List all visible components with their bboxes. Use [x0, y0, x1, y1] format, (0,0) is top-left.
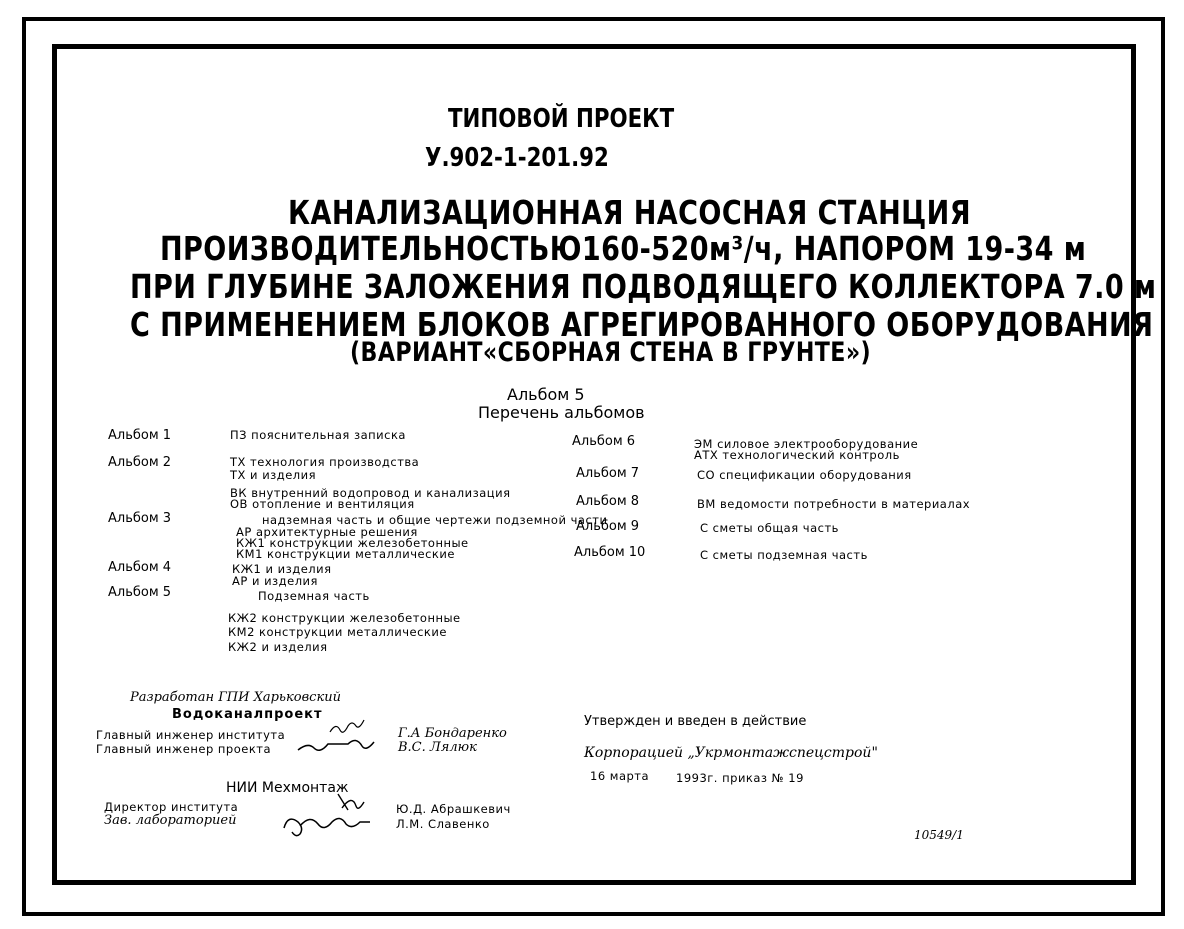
album-8-label: Альбом 8 — [576, 494, 640, 509]
nii-lab-head-name: Л.М. Славенко — [396, 817, 490, 831]
title-line-4: С ПРИМЕНЕНИЕМ БЛОКОВ АГРЕГИРОВАННОГО ОБОРУДОВАНИЯ — [130, 305, 1154, 344]
nii-lab-head-role: Зав. лабораторией — [104, 813, 237, 828]
developer-org: Разработан ГПИ Харьковский — [130, 690, 341, 705]
chief-engineer-institute-name: Г.А Бондаренко — [398, 726, 507, 741]
album-2-line: ТХ и изделия — [230, 468, 317, 482]
nii-title: НИИ Мехмонтаж — [226, 780, 349, 796]
title-line-1: КАНАЛИЗАЦИОННАЯ НАСОСНАЯ СТАНЦИЯ — [288, 193, 971, 232]
signature-nii — [276, 788, 386, 840]
approval-line: Утвержден и введен в действие — [584, 714, 807, 729]
album-6-label: Альбом 6 — [572, 434, 636, 449]
album-7-line: СО спецификации оборудования — [697, 468, 912, 482]
album-5-line: КМ2 конструкции металлические — [228, 625, 447, 639]
album-3-line: АР архитектурные решения — [236, 525, 418, 539]
album-list-title: Перечень альбомов — [478, 403, 645, 422]
album-7-label: Альбом 7 — [576, 466, 640, 481]
album-8-line: ВМ ведомости потребности в материалах — [697, 497, 971, 511]
album-5-label: Альбом 5 — [108, 585, 172, 600]
title-line-5: (ВАРИАНТ«СБОРНАЯ СТЕНА В ГРУНТЕ») — [350, 337, 872, 368]
album-number: Альбом 5 — [507, 385, 585, 404]
album-10-line: С сметы подземная часть — [700, 548, 868, 562]
album-1-label: Альбом 1 — [108, 428, 172, 443]
chief-engineer-project-role: Главный инженер проекта — [96, 742, 272, 756]
nii-director-role: Директор института — [104, 800, 239, 814]
album-2-line: ВК внутренний водопровод и канализация — [230, 486, 511, 500]
album-5-line: КЖ2 конструкции железобетонные — [228, 611, 461, 625]
approval-corporation: Корпорацией „Укрмонтажспецстрой" — [584, 745, 878, 761]
sheet-number: 10549/1 — [914, 828, 964, 842]
album-6-line: АТХ технологический контроль — [694, 448, 900, 462]
album-6-line: ЭМ силовое электрооборудование — [694, 437, 919, 451]
project-type: ТИПОВОЙ ПРОЕКТ — [448, 104, 675, 134]
album-3-line: надземная часть и общие чертежи подземной части — [262, 513, 608, 527]
signature-chief-engineers — [290, 712, 380, 758]
nii-director-name: Ю.Д. Абрашкевич — [396, 802, 511, 816]
album-3-label: Альбом 3 — [108, 511, 172, 526]
album-4-line: КЖ1 и изделия — [232, 562, 332, 576]
album-4-label: Альбом 4 — [108, 560, 172, 575]
chief-engineer-project-name: В.С. Лялюк — [398, 740, 477, 755]
album-3-line: КЖ1 конструкции железобетонные — [236, 536, 469, 550]
album-9-label: Альбом 9 — [576, 519, 640, 534]
project-number: У.902-1-201.92 — [425, 143, 609, 173]
title-line-2: ПРОИЗВОДИТЕЛЬНОСТЬЮ160-520м³/ч, НАПОРОМ 19-34 м — [160, 229, 1087, 268]
approval-order: 1993г. приказ № 19 — [676, 771, 804, 785]
album-2-line: ТХ технология производства — [230, 455, 420, 469]
approval-date: 16 марта — [590, 769, 650, 783]
title-line-3: ПРИ ГЛУБИНЕ ЗАЛОЖЕНИЯ ПОДВОДЯЩЕГО КОЛЛЕКТОРА 7.0 м — [130, 267, 1157, 306]
album-2-line: ОВ отопление и вентиляция — [230, 497, 415, 511]
album-5-line: КЖ2 и изделия — [228, 640, 328, 654]
album-4-line: АР и изделия — [232, 574, 318, 588]
album-2-label: Альбом 2 — [108, 455, 172, 470]
album-5-line: Подземная часть — [258, 589, 370, 603]
album-9-line: С сметы общая часть — [700, 521, 839, 535]
album-3-line: КМ1 конструкции металлические — [236, 547, 455, 561]
chief-engineer-institute-role: Главный инженер института — [96, 728, 286, 742]
developer-org-name: Водоканалпроект — [172, 707, 323, 722]
album-1-line: ПЗ пояснительная записка — [230, 428, 406, 442]
album-10-label: Альбом 10 — [574, 545, 646, 560]
